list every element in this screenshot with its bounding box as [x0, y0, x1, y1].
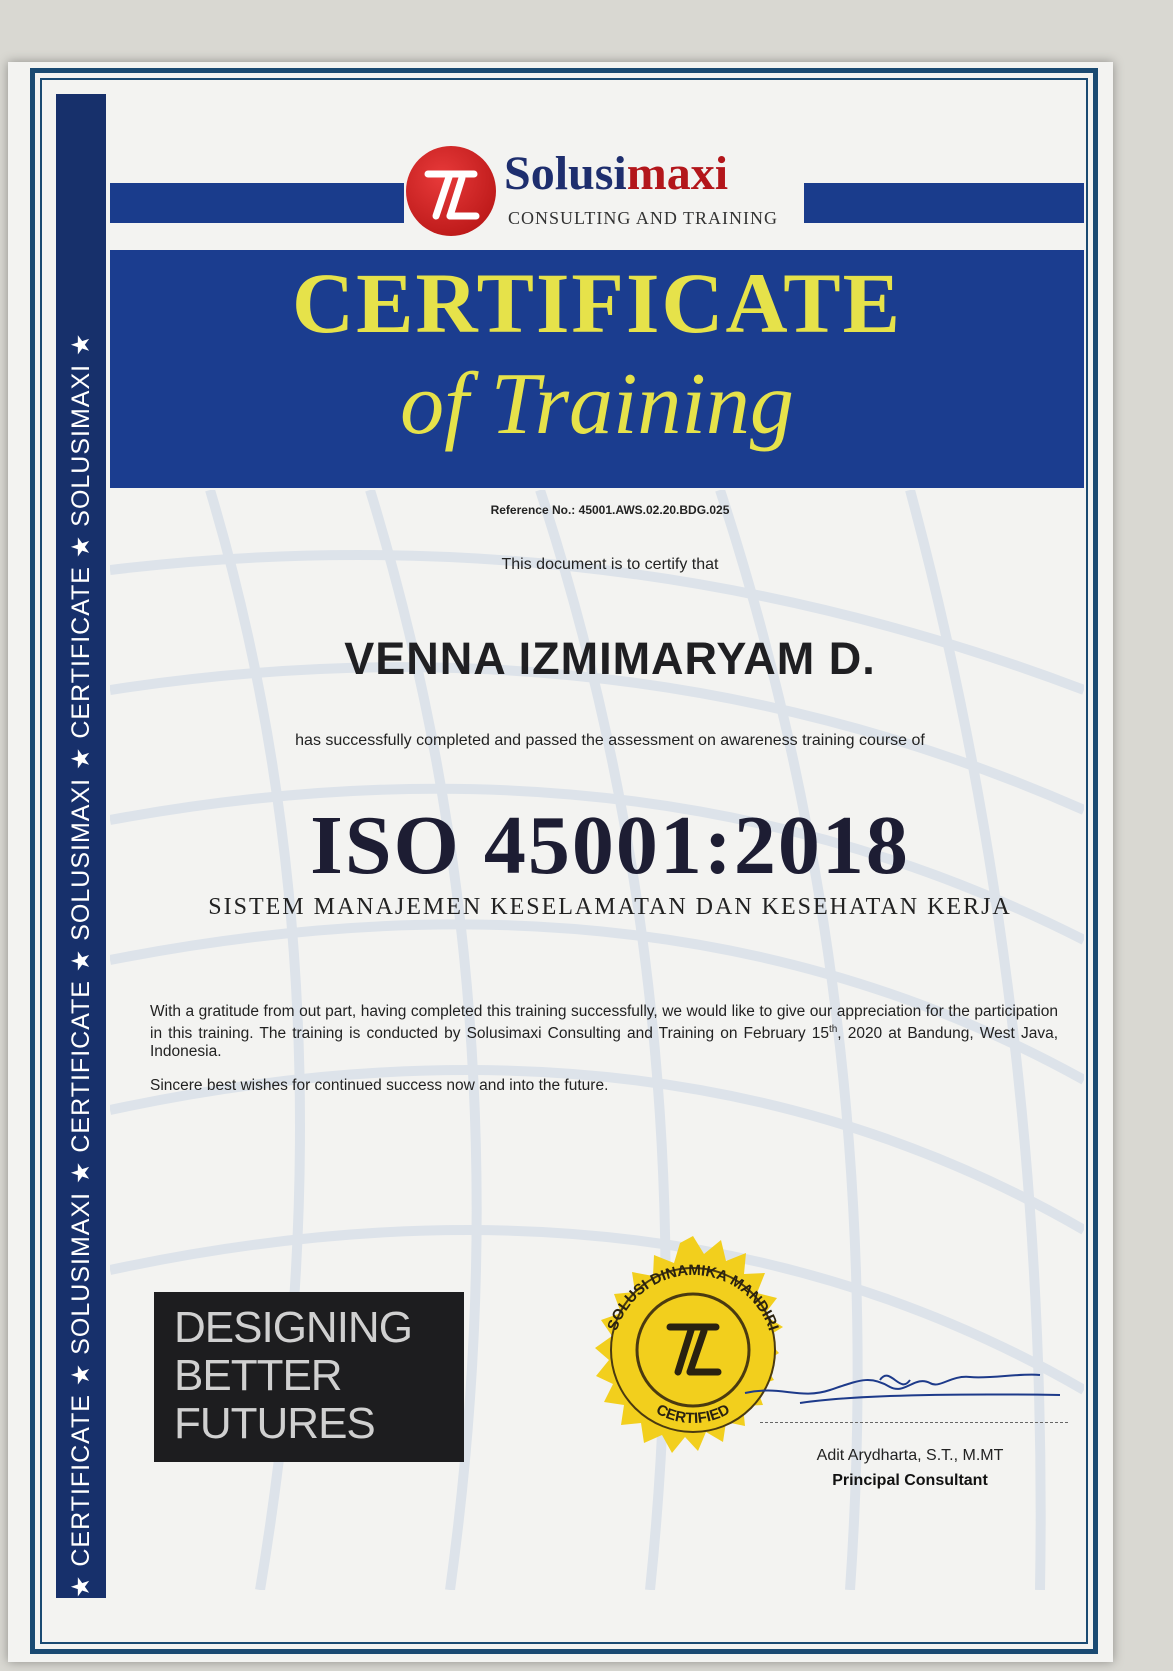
reference-value: 45001.AWS.02.20.BDG.025	[578, 503, 730, 517]
course-standard: ISO 45001:2018	[310, 799, 910, 892]
paragraph-start: With a gratitude from out part, having completed this training successfully, we would like to give our appreciation for the participation in this training. The training is conducted by Solusimaxi Consulting and Training on February 15	[150, 1003, 1058, 1043]
company-tagline: CONSULTING AND TRAINING	[508, 208, 779, 228]
signatory-name: Adit Arydharta, S.T., M.MT	[816, 1447, 1004, 1464]
side-band	[56, 94, 106, 1598]
logo-mark-icon	[406, 146, 496, 236]
completion-line: has successfully completed and passed the assessment on awareness training course of	[295, 732, 925, 749]
wishes-line: Sincere best wishes for continued success now and into the future.	[150, 1077, 609, 1094]
company-name-part1: Solusi	[504, 147, 627, 200]
course-subtitle: SISTEM MANAJEMEN KESELAMATAN DAN KESEHATAN KERJA	[208, 894, 1012, 920]
recipient-name: VENNA IZMIMARYAM D.	[344, 633, 876, 684]
seal-ring-text: SOLUSI DINAMIKA MANDIRI	[604, 1261, 782, 1333]
certificate-title: CERTIFICATE	[292, 255, 902, 351]
company-logo	[404, 140, 804, 244]
certificate-subtitle: of Training	[400, 356, 794, 453]
signatory-title: Principal Consultant	[832, 1472, 988, 1489]
signature-scribble	[740, 1355, 1070, 1425]
paragraph-end: , 2020 at Bandung, West Java, Indonesia.	[150, 1025, 1058, 1061]
slogan-box	[154, 1292, 464, 1462]
header-bar-right	[800, 183, 1084, 223]
reference-label: Reference No.:	[490, 503, 576, 517]
side-band-text: ★ CERTIFICATE ★ SOLUSIMAXI ★ CERTIFICATE ★ SOLUSIMAXI ★ CERTIFICATE ★ SOLUSIMAXI ★	[67, 332, 95, 1598]
slogan-line-2: BETTER	[174, 1351, 342, 1400]
company-name	[504, 146, 728, 202]
reference-number	[110, 503, 1110, 517]
company-name-part2: maxi	[626, 147, 729, 200]
signature-line	[760, 1422, 1068, 1423]
slogan-line-1: DESIGNING	[174, 1303, 412, 1352]
header-bar-left	[110, 183, 406, 223]
date-suffix: th	[828, 1024, 838, 1035]
certify-line: This document is to certify that	[501, 556, 719, 573]
appreciation-paragraph	[150, 1003, 1058, 1061]
seal-bottom-text: CERTIFIED	[653, 1401, 733, 1428]
slogan-line-3: FUTURES	[174, 1399, 375, 1448]
